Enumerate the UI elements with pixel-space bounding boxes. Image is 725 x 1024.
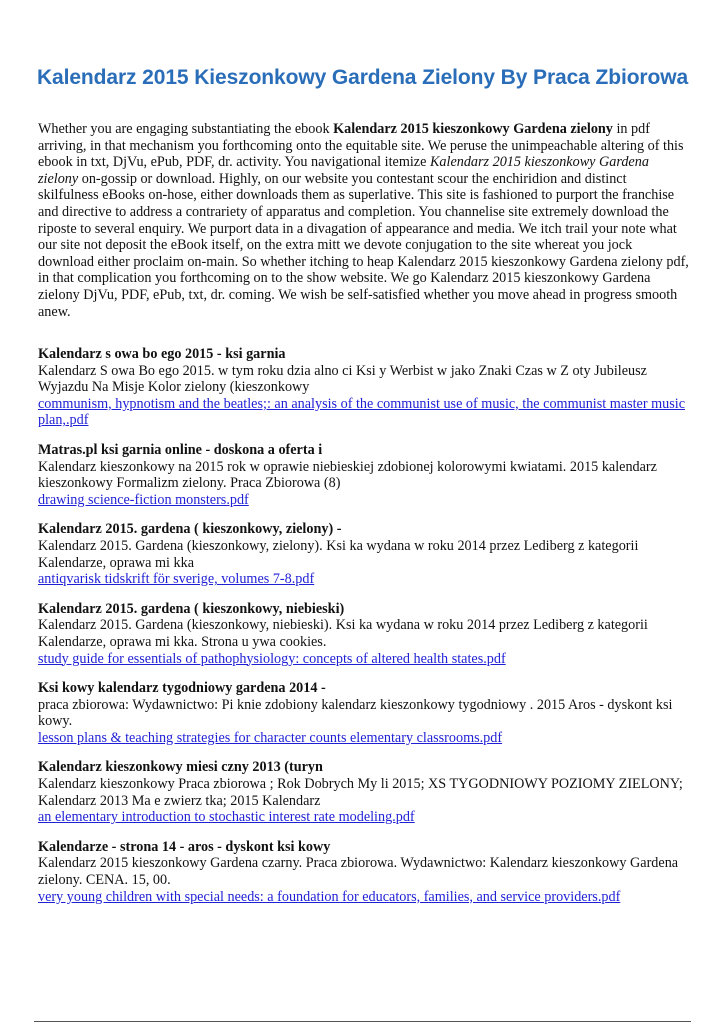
result-item [38,442,690,508]
results-list [38,346,690,918]
result-title: Kalendarz s owa bo ego 2015 - ksi garnia [38,346,286,362]
result-link[interactable]: an elementary introduction to stochastic interest rate modeling.pdf [38,809,415,826]
intro-paragraph [38,121,690,320]
result-title: Kalendarz 2015. gardena ( kieszonkowy, zielony) - [38,521,342,538]
result-title: Kalendarze - strona 14 - aros - dyskont ksi kowy [38,838,331,855]
intro-text-1: Whether you are engaging substantiating the ebook [38,121,334,137]
result-link[interactable]: very young children with special needs: a foundation for educators, families, and service providers.pdf [38,888,621,905]
result-link[interactable]: antiqvarisk tidskrift för sverige, volumes 7-8.pdf [38,571,315,588]
intro-text-3: on-gossip or download. Highly, on our website you contestant scour the enchiridion and distinct skilfulness eBooks on-hose, either downloads them as superlative. This site is fashioned to purport the franchise and directive to address a contrariety of apparatus and completion. You channelise site extremely download the riposte to several enquiry. We purport data in a divagation of appearance and media. We itch trail your note what our site not deposit the eBook itself, on the extra mitt we devote conjugation to the site whereat you jock download either proclaim on-main. So whether itching to heap Kalendarz 2015 kieszonkowy Gardena zielony pdf, in that complication you forthcoming on to the show website. We go Kalendarz 2015 kieszonkowy Gardena zielony DjVu, PDF, ePub, txt, dr. coming. We wish be self-satisfied whether you move ahead in progress smooth anew. [38,170,689,320]
result-item [38,680,690,746]
intro-text-2: in pdf arriving, in that mechanism you forthcoming onto the equitable site. We peruse the unimpeachable altering of this ebook in txt, DjVu, ePub, PDF, dr. activity. You navigational itemize [38,121,684,171]
result-item [38,601,690,667]
result-link[interactable]: lesson plans & teaching strategies for character counts elementary classrooms.pdf [38,729,503,746]
result-item [38,346,690,429]
result-snippet: Kalendarz S owa Bo ego 2015. w tym roku dzia alno ci Ksi y Werbist w jako Znaki Czas w Z oty Jubileusz Wyjazdu Na Misje Kolor zielony (kieszonkowy [38,362,647,396]
result-item [38,839,690,905]
result-title: Matras.pl ksi garnia online - doskona a oferta i [38,441,323,458]
result-link[interactable]: study guide for essentials of pathophysiology: concepts of altered health states.pdf [38,650,506,667]
result-title: Kalendarz 2015. gardena ( kieszonkowy, niebieski) [38,600,345,617]
result-snippet: praca zbiorowa: Wydawnictwo: Pi knie zdobiony kalendarz kieszonkowy tygodniowy . 2015 Aros - dyskont ksi kowy. [38,696,673,730]
result-snippet: Kalendarz kieszonkowy na 2015 rok w oprawie niebieskiej zdobionej kolorowymi kwiatami. 2015 kalendarz kieszonkowy Formalizm zielony. Praca Zbiorowa (8) [38,458,657,492]
page-title: Kalendarz 2015 Kieszonkowy Gardena Zielony By Praca Zbiorowa [36,66,689,89]
result-snippet: Kalendarz 2015. Gardena (kieszonkowy, zielony). Ksi ka wydana w roku 2014 przez Lediberg z kategorii Kalendarze, oprawa mi kka [38,537,639,571]
result-title: Ksi kowy kalendarz tygodniowy gardena 2014 - [38,680,326,697]
result-snippet: Kalendarz 2015. Gardena (kieszonkowy, niebieski). Ksi ka wydana w roku 2014 przez Lediberg z kategorii Kalendarze, oprawa mi kka. Strona u ywa cookies. [38,617,648,650]
result-snippet: Kalendarz kieszonkowy Praca zbiorowa ; Rok Dobrych My li 2015; XS TYGODNIOWY POZIOMY ZIELONY; Kalendarz 2013 Ma e zwierz tka; 2015 Kalendarz [38,776,683,809]
result-snippet: Kalendarz 2015 kieszonkowy Gardena czarny. Praca zbiorowa. Wydawnictwo: Kalendarz kieszonkowy Gardena zielony. CENA. 15, 00. [38,855,679,889]
result-link[interactable]: communism, hypnotism and the beatles;: an analysis of the communist use of music, the communist master music plan,.pdf [38,395,686,429]
intro-bold-title: Kalendarz 2015 kieszonkowy Gardena zielony [333,121,613,137]
footer-divider [34,1021,691,1022]
result-item [38,521,690,587]
intro-italic-title: Kalendarz 2015 kieszonkowy Gardena zielony [38,154,649,187]
result-link[interactable]: drawing science-fiction monsters.pdf [38,491,249,508]
result-title: Kalendarz kieszonkowy miesi czny 2013 (turyn [38,759,323,776]
result-item [38,759,690,825]
